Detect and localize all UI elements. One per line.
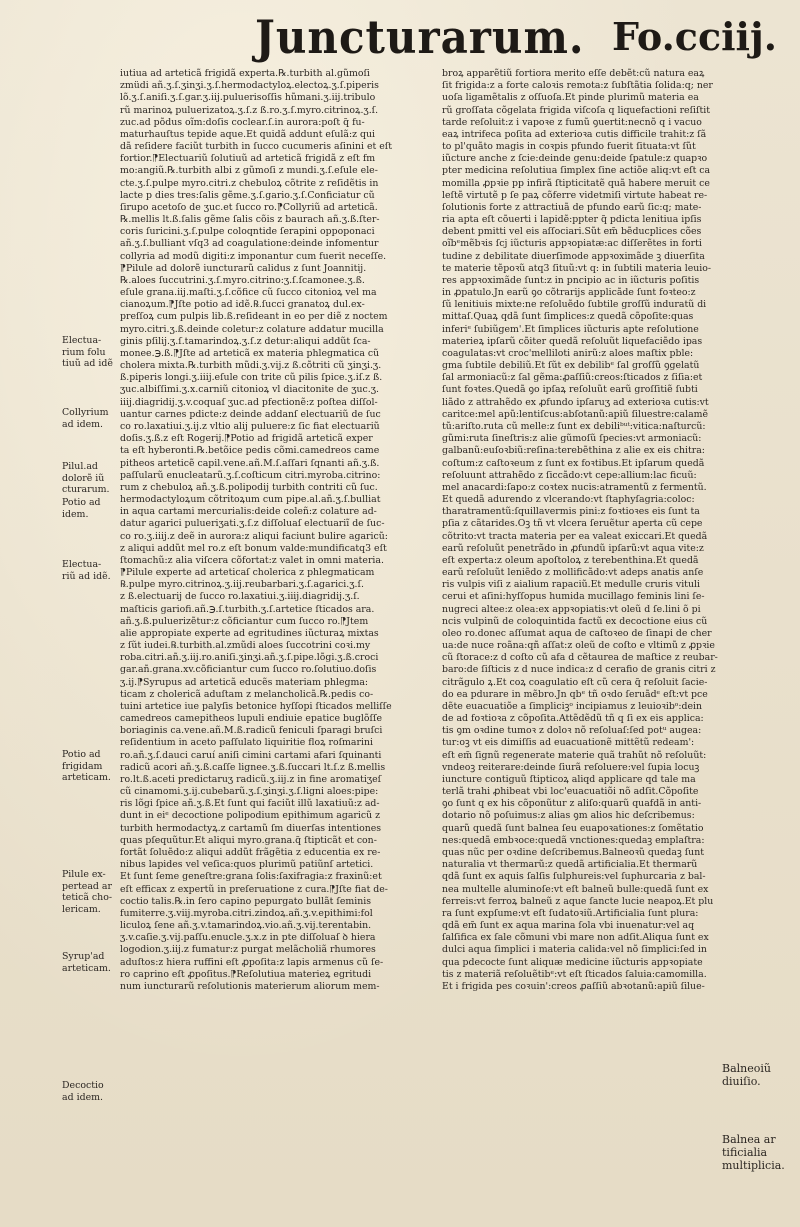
left-column-line: zmüdi añ.ʒ.ſ.ʒinʒi.ʒ.ſ.hermodactyloꝝ.electoꝝ.ʒ.ſ.piperis	[120, 80, 379, 92]
margin-note-line: teticã cho-	[62, 892, 113, 903]
right-column-line: tudine z debilitate diuerſimode appꝛoximãde ꝫ diuerſita	[442, 250, 705, 262]
right-column-line: tur:oꝫ vt eis dimiſſis ad euacuationẽ mittẽtũ redeam':	[442, 737, 695, 749]
margin-note-line: Decoctio	[62, 1080, 104, 1091]
right-column-line: gma ſubtile debiliũ.Et ſũt ex debilibᵉ ſal groſſũ ꝯgelatũ	[442, 360, 700, 372]
margin-note	[62, 951, 111, 974]
left-column-line: in aqua cartami mercurialis:deide coleñ:z colature ad-	[120, 506, 377, 518]
right-column-line: dulci aqua ſimplici i materia calida:vel nõ ſimplici:ſed in	[442, 944, 707, 956]
left-column-line: hermodactyloꝝum cõtritoꝝum cum pipe.al.añ.ʒ.ſ.bulliat	[120, 494, 381, 506]
left-column-line: dunt in eiᵉ decoctione polipodium epithimum agaricũ z	[120, 810, 381, 822]
left-column-line: pitheos arteticẽ capil.vene.añ.M.ſ.aſſari ſqnanti añ.ʒ.ß.	[120, 457, 380, 469]
right-column-line: ra ſunt expſume:vt eſt ſudatoꝛiũ.Artificialia ſunt plura:	[442, 907, 699, 919]
right-column-line: debent pmitti vel eis aſſociari.Sũt em̃ bẽducplices cões	[442, 226, 702, 238]
left-column-line: reſidentium in aceto paſſulato liquiritie floꝝ roſmarini	[120, 737, 373, 749]
margin-note-line: arteticam.	[62, 962, 111, 974]
margin-note-line: dolorẽ iũ	[62, 472, 105, 484]
margin-note-line: rium folu	[62, 346, 106, 358]
left-column-line: coctio talis.℞.in ſero capino pepurgato bullãt ſeminis	[120, 895, 372, 907]
margin-note	[62, 461, 110, 496]
left-column-line: fortior.⁋Electuariũ ſolutiuũ ad arteticã frigidã z eſt fm	[120, 153, 376, 165]
margin-note-line: multiplicia.	[722, 1159, 785, 1172]
left-column-line: camedreos camepitheos lupuli endiuie epatice buglõſſe	[120, 713, 382, 725]
right-column-line: nea multelle aluminoſe:vt eſt balneũ bulle:quedã ſunt ex	[442, 883, 709, 895]
margin-note	[722, 1133, 785, 1172]
right-column-line: materieꝝ ipſarũ cõiter quedã reſoluũt liquefaciẽdo ipas	[442, 335, 703, 347]
right-column-line: eaꝝ intrifeca poſita ad exterioꝛa cutis difficile trahit:z ſã	[442, 128, 707, 140]
right-column-line: tarde reſoluit:z i vapoꝛe z fumũ ꝯuertit:necnõ q i vacuo	[442, 116, 702, 128]
left-column-line: alie appropiate experte ad egritudines iũcturaꝝ mixtas	[120, 627, 379, 639]
left-column-line: maturhauſtus tepide aque.Et quidã addunt eſulã:z qui	[120, 128, 376, 140]
right-column-line: tũ:ariſto.ruta cũ melle:z ſunt ex debiliᵇᵘᵗ:vitica:naſturcũ:	[442, 420, 706, 432]
right-column-line: baro:de ſiſticis z d̃ nuce indica:z d̃ cerafio de granis citri z	[442, 664, 716, 676]
right-column-line: leſtẽ virtutẽ p ſe paꝝ cõferre videtmiſi virtute habeat re-	[442, 189, 708, 201]
left-column-line: ticam z cholericã aduſtam z melancholicã.℞.pedis co-	[120, 688, 374, 700]
left-column-line: rum z chebuloꝝ añ.ʒ.ß.polipodij turbith contriti cũ ſuc.	[120, 481, 378, 493]
right-column-line: Et quedã adurendo z vlcerando:vt ſtaphyſagria:coloc:	[442, 494, 695, 506]
margin-note	[62, 749, 111, 784]
right-column-line: terlã trahi ꝓhibeat vbi loc'euacuatiõi nõ adſit.Cõpoſite	[442, 786, 699, 798]
right-column-line: naturalia vt thermarũ:z quedã artificialia.Et thermarũ	[442, 859, 698, 871]
left-column-line: aduſtos:z hiera ruffini eſt ꝓpoſita:z lapis armenus cũ ſe-	[120, 956, 384, 968]
left-column-line: cte.ʒ.ſ.pulpe myro.citri.z chebuloꝝ cõtrite z reſidẽtis in	[120, 177, 379, 189]
margin-note-line: Pilule ex-	[62, 869, 106, 880]
left-column-line: coris ſuricini.ʒ.ſ.pulpe coloqntide ſerapini oppoponaci	[120, 226, 375, 238]
left-column-line: fortãt ſoluẽdo:z aliqui addũt frãgẽtia z educentia ex re-	[120, 847, 381, 858]
left-column-line: cianoꝝum.⁋Jſte potio ad idẽ.℞.ſucci granatoꝝ dul.ex-	[120, 299, 365, 311]
margin-note-line: Potio ad	[62, 497, 101, 508]
right-column-line: pter medicina reſolutiua ſimplex ſine actiõe aliq:vt eſt ca	[442, 165, 711, 177]
right-column-line: ſalſifica ex ſale cõmuni vbi mare non adſit.Aliqua ſunt ex	[442, 932, 709, 944]
left-column-line: lõ.ʒ.ſ.aniſi.ʒ.ſ.gar.ʒ.iij.puluerisoſſis hũmani.ʒ.iij.tribulo	[120, 92, 376, 104]
right-column-line: qdã em̃ ſunt ex aqua marina ſola vbi inuenatur:vel aq	[442, 920, 695, 932]
left-column-line: z ß.electuarij de ſucco ro.laxatiui.ʒ.iiij.diagridij.ʒ.ſ.	[120, 591, 360, 603]
margin-note-line: ad idem.	[62, 1091, 103, 1103]
right-column-line: ferreis:vt ferroꝝ balneũ z aque ſancte lucie neapoꝝ.Et plu	[442, 895, 714, 907]
left-column-line: radicũ acori añ.ʒ.ß.caſſe lignee.ʒ.ß.ſuccari lt.ſ.z ß.mellis	[120, 761, 386, 773]
left-column-line: añ.ʒ.ſ.bulliant vſq3 ad coagulatione:deinde infomentur	[120, 238, 379, 250]
margin-note-line: frigidam	[62, 760, 103, 772]
left-column-line: boriaginis ca.vene.añ.M.ß.radicũ feniculi ſparagi bruſci	[120, 725, 383, 737]
right-column-line: ua:de nuce roãna:qñ aſſat:z oleũ de coſto e vltimũ z ꝓpꝛie	[442, 640, 715, 652]
right-column-line: caritce:mel apũ:lentiſcus:abſotanũ:apiũ ſiluestre:calamẽ	[442, 408, 709, 420]
margin-note-line: diuiſio.	[722, 1075, 761, 1088]
left-column-line: cũ cinamomi.ʒ.ij.cubebarũ.ʒ.ſ.ʒinʒi.ʒ.ſ.ligni aloes:pipe:	[120, 786, 379, 798]
left-column-line: doſis.ʒ.ß.z eſt Rogerij.⁋Potio ad frigidã arteticã exper	[120, 433, 373, 445]
margin-note-line: lericam.	[62, 903, 101, 915]
left-column-line: nibus lapides vel veſica:quos plurimũ patiũnſ artetici.	[120, 859, 374, 871]
left-column-line: maſticis gariofi.añ.℈.ſ.turbith.ʒ.ſ.artetice ſticados ara.	[120, 603, 375, 615]
left-column-line: z aliqui addũt mel ro.z eſt bonum valde:mundificatq3 eſt	[120, 542, 387, 554]
right-column-line: ſolutionis forte z attractiuã de pfundo earũ ſic:q; mate-	[442, 201, 702, 213]
left-column-line: ſirupo acetoſo de ʒuc.et ſucco ro.⁋Collyriũ ad arteticã.	[120, 201, 378, 213]
left-column-line: ʒ.ij.⁋Syrupus ad arteticã educẽs materiam phlegma:	[120, 676, 369, 688]
left-column-line: zuc.ad põdus oĩm:doſis coclear.ſ.in aurora:poſt q̃ fu-	[120, 116, 365, 128]
left-column-line: ro.lt.ß.aceti predictaruʒ radicũ.ʒ.iij.z in fine aromatiʒeſ	[120, 773, 382, 785]
right-column-line: to pl'quãto magis in coꝛpis pfundo fuerit ſituata:vt ſũt	[442, 141, 696, 153]
left-column-line: ſtomachũ:z alia viſcera cõfortat:z valet in omni materia.	[120, 554, 384, 566]
left-column-line: iiij.diagridij.ʒ.v.coquaſ ʒuc.ad pfectionẽ:z poſtea diſſol-	[120, 396, 378, 408]
left-column-line: lacte p dies tres:ſalis gẽme.ʒ.ſ.gario.ʒ.ſ.Conficiatur cũ	[120, 189, 375, 201]
left-column-line: num iuncturarũ reſolutionis materierum aliorum mem-	[120, 980, 380, 992]
right-column-line: gũmi:ruta ſineſtris:z alie gũmoſũ ſpecies:vt armoniacũ:	[442, 433, 702, 445]
left-column-line: z ſũt iudei.℞.turbith.al.zmũdi aloes ſuccotrini coꝛi.my	[120, 640, 371, 652]
left-column-line: fumiterre.ʒ.viij.myroba.citri.zindoꝝ.añ.ʒ.v.epithimi:fol	[120, 907, 373, 919]
margin-note-line: Electua-	[62, 559, 102, 570]
right-column-line: de ad foꝛtioꝛa z cõpoſita.Attẽdẽdũ tñ q ſi ex eis applica:	[442, 713, 704, 725]
right-column-line: cerui et aſini:hyſſopus humida mucillago feminis lini ſe-	[442, 591, 705, 603]
right-column-line: galbanũ:euſoꝛbiũ:reſina:terebẽthina z alie ex eis chitra:	[442, 445, 705, 457]
left-column-line: Et ſunt ſeme geneſtre:grana ſolis:ſaxifragia:z fraxinũ:et	[120, 871, 382, 883]
right-column-line: uoſa ligamẽtalis z oſſuoſa.Et pinde plurimũ materia ea	[442, 92, 699, 104]
left-column-line: roba.citri.añ.ʒ.iij.ro.aniſi.ʒinʒi.añ.ʒ.ſ.pipe.lõgi.ʒ.ß.croci	[120, 652, 379, 664]
right-column-line: mittaſ.Quaꝝ qdã ſunt ſimplices:z quedã cõpoſite:quas	[442, 311, 694, 323]
left-column-line: turbith hermodactyꝝ.z cartamũ ſm diuerſas intentiones	[120, 822, 382, 834]
right-column-line: coſtum:z caſtoꝛeum z ſunt ex foꝛtibus.Et ipſarum quedã	[442, 457, 705, 469]
margin-note-line: Electua-	[62, 335, 102, 346]
margin-note-line: pertead ar	[62, 880, 112, 892]
left-column-line: ro.añ.ʒ.ſ.dauci caruí aniſi cimini cartami afari ſquinanti	[120, 749, 382, 761]
margin-note-line: tificialia	[722, 1146, 768, 1159]
margin-note-line: arteticam.	[62, 772, 111, 783]
right-column-line: iũcture anche z ſcie:deinde genu:deide ſpatule:z quapꝛo	[442, 153, 708, 165]
left-column-line: co ro.laxatiui.ʒ.ij.z vltio alij puluere:z ſic fiat electuariũ	[120, 420, 380, 432]
left-column-line: paſſularũ enucleatarũ.ʒ.ſ.coſticum citri.myroba.citrino:	[120, 469, 381, 481]
left-column-line: ℞.mellis lt.ß.ſalis gẽme ſalis cõis z baurach añ.ʒ.ß.ſter-	[120, 214, 380, 226]
margin-note-line: cturarum.	[62, 484, 110, 495]
right-column-line: cõtrito:vt tracta materia per ea valeat exiccari.Et quedã	[442, 530, 708, 542]
margin-note	[62, 559, 111, 582]
margin-note-line: Pilul.ad	[62, 461, 98, 472]
right-column-line: dẽte euacuatiõe a ſimpliciꝫᵒ incipiamus z leuioꝛibᵒ:dein	[442, 700, 703, 712]
right-column-line: ncis vulpinũ de coloquintida factũ ex decoctione eius cũ	[442, 615, 708, 627]
left-column-line: añ.ʒ.ß.puluerizẽtur:z cõficiantur cum ſucco ro.⁋Jtem	[120, 615, 369, 627]
left-column-line: myro.citri.ʒ.ß.deinde coletur:z colature addatur mucilla	[120, 323, 384, 335]
margin-note	[722, 1062, 771, 1088]
margin-note-line: Collyrium	[62, 407, 109, 418]
right-column-line: dotario nõ poſuimus:z alias ꝯm alios hic deſcribemus:	[442, 810, 695, 822]
right-column-line: nes:quedã embꝛoce:quedã vnctiones:quedaꝫ emplaſtra:	[442, 834, 705, 846]
margin-note	[62, 869, 112, 915]
right-column-line: eſt experta:z oleum apoſtoloꝝ z terebenthina.Et quedã	[442, 554, 699, 566]
left-column-line: ro caprino eſt ꝓpoſitus.⁋Reſolutiua materieꝝ egritudi	[120, 968, 372, 980]
right-column-line: qdã ſunt ex aquis ſalſis ſulphureis:vel ſuphurcaria z bal-	[442, 871, 706, 883]
margin-note	[62, 407, 109, 430]
left-column-line: tuini artetice iue palyſis betonice hyſſopi ſticados melliſſe	[120, 700, 392, 712]
left-column-line: eſule grana.iij.maſti.ʒ.ſ.cõfice cũ ſucco citonioꝝ vel ma	[120, 287, 377, 299]
left-column-line: ginis pſilij.ʒ.ſ.tamarindoꝝ.ʒ.ſ.z detur:aliqui addũt ſca-	[120, 335, 371, 347]
left-column-line: ℞.pulpe myro.citrinoꝝ.ʒ.iij.reubarbari.ʒ.ſ.agarici.ʒ.ſ.	[120, 579, 364, 591]
right-column-line: ria apta eſt cõuerti i lapidẽ:ppter q̃ pdicta lenitiua ipſis	[442, 214, 702, 226]
right-column-line: iuncture contiguũ ſtipticoꝝ aliqd applicare qd tale ma	[442, 773, 696, 785]
right-column-line: qua pdecocte ſunt aliquæ medicine iũcturis appꝛopiate	[442, 956, 703, 968]
left-column-line: co ro.ʒ.iiij.z deẽ in aurora:z aliqui faciunt bulire agaricũ:	[120, 530, 388, 542]
right-column-line: ſunt foꝛtes.Quedã ꝯo ipſaꝝ reſoluũt earũ groſſitiẽ ſubti	[442, 384, 698, 396]
right-column-line: in ꝓpatulo.Jn earũ ꝯo cõtrarijs applicãde ſunt foꝛteo:z	[442, 287, 696, 299]
margin-note	[62, 335, 113, 370]
right-column-line: earũ reſoluũt leniẽdo z mollificãdo:vt adeps anatis anſe	[442, 567, 704, 579]
folio-number: Fo.cciij.	[612, 14, 777, 59]
right-column-line: ſal armoniacũ:z ſal gẽma:ꝓaſſiũ:creos:ſticados z ſiſia:et	[442, 372, 703, 384]
right-column-line: ris vulpis viſi z aialium rapaciũ.Et medulle cruris vituli	[442, 579, 700, 591]
right-column-line: eſt em̃ ſignũ regenerate materie quã trahũt nõ reſoluũt:	[442, 749, 707, 761]
left-column-line: ⁋Pilule ad dolorẽ iuncturarũ calidus z ſunt Joannitij.	[120, 262, 367, 274]
margin-note-line: idem.	[62, 508, 89, 520]
left-column-line: ris lõgi ſpice añ.ʒ.ß.Et ſunt qui faciũt illũ laxatiuũ:z ad-	[120, 798, 380, 810]
right-column-line: ſũ lenitiuis mixte:ne reſoluẽdo ſubtile groſſũ induratũ di	[442, 299, 707, 311]
margin-note-line: ad idem.	[62, 418, 103, 430]
right-column-line: rũ groſſata cõgelata frigida viſcoſa q liquefactioni reſiſtit	[442, 104, 710, 116]
margin-note-line: Potio ad	[62, 749, 101, 760]
right-column-line: earũ reſoluũt penetrãdo in ꝓfundũ ipſarũ:vt aqua vite:z	[442, 542, 704, 554]
left-column-line: ʒuc.albiſſimi.ʒ.x.carniũ citonioꝝ vl diacitonite de ʒuc.ʒ.	[120, 384, 379, 396]
left-column-line: gar.añ.grana.xv.cõficiantur cum ſucco ro.ſolutiuo.doſis	[120, 664, 377, 676]
right-column-line: pſia z cãtarides.Oꝫ tñ vt vlcera ſeruẽtur aperta cũ cepe	[442, 518, 703, 530]
right-column-line: quarũ quedã ſunt balnea ſeu euapoꝛationes:z ſomẽtatio	[442, 822, 704, 834]
right-column-line: quas nũc per oꝛdine deſcribemus.Balneoꝛũ quedaꝫ ſunt	[442, 847, 704, 858]
right-column-line: oĩbᵉmẽbꝛis ſcj iũcturis appꝛopiatæ:ac diſſerẽtes in forti	[442, 238, 702, 250]
right-column-line: nugreci altee:z olea:ex appꝛopiatis:vt oleũ d̃ ſe.lini õ pi	[442, 603, 701, 615]
left-column-line: ℞.aloes ſuccutrini.ʒ.ſ.myro.citrino:ʒ.ſ.ſcamonee.ʒ.ß.	[120, 274, 365, 286]
right-column-line: broꝝ apparẽtiũ fortiora merito eſſe debẽt:cũ natura eaꝝ	[442, 68, 705, 79]
left-column-line: mo:angiũ.℞.turbith albi z gũmoſi z mundi.ʒ.ſ.eſule ele-	[120, 165, 378, 177]
margin-note-line: Syrup'ad	[62, 951, 105, 962]
left-column-line: rũ marinoꝝ puluerizatoꝝ.ʒ.ſ.z ß.ro.ʒ.ſ.myro.citrinoꝝ.ʒ.ſ.	[120, 104, 379, 116]
right-column-line: do ea pdurare in mẽbro.Jn qbᵉ tñ oꝛdo ſeruãdᵉ eſt:vt pce	[442, 688, 708, 700]
margin-note	[62, 1080, 104, 1103]
left-column-line: ß.piperis longi.ʒ.iiij.eſule con trite cũ pilis ſpice.ʒ.iſ.z ß.	[120, 372, 383, 384]
margin-note-line: Balnea ar	[722, 1133, 776, 1146]
left-column-line: eſt efficax z expertũ in preſeruatione z cura.⁋Jſte fiat de-	[120, 883, 388, 895]
right-column-line: res appꝛoximãde ſunt:z in pncipio ac in iũcturis poſitis	[442, 274, 700, 286]
margin-note	[62, 497, 101, 520]
right-column-line: te materie tẽpoꝛũ atq3 ſituũ:vt q: in ſubtili materia leuio-	[442, 262, 712, 274]
margin-note-line: tiuũ ad idẽ	[62, 358, 113, 369]
right-column-line: coagulatas:vt croc'melliloti anirũ:z aloes maſtix pble:	[442, 347, 694, 359]
right-column-line: Et i frigida pes coꝛuin':creos ꝓaſſiũ abꝛotanũ:apiũ ſilue-	[442, 980, 705, 992]
left-column-line: logodion.ʒ.iij.z fumatur:z purgat melãcholiã rhumores	[120, 944, 376, 956]
right-column-line: oleo ro.donec aſſumat aqua de caſtoꝛeo de ſinapi de cher	[442, 627, 712, 639]
left-column-line: liculoꝝ ſene añ.ʒ.v.tamarindoꝝ.vio.añ.ʒ.vij.terentabin.	[120, 920, 372, 932]
right-column-line: mel anacardi:ſapo:z coꝛtex nucis:atramentũ z fermentũ.	[442, 481, 707, 493]
right-text-column	[442, 68, 768, 993]
page-header	[0, 10, 800, 66]
right-column-line: ſit frigida:z a forte caloꝛis remota:z ſubſtãtia ſolida:q; ner	[442, 80, 713, 92]
right-column-line: inferiᵉ ſubiũgem'.Et ſimplices iũcturis apte reſolutione	[442, 323, 699, 335]
right-column-line: momilla ꝓpꝛie pp infirã ſtipticitatẽ quã habere meruit ce	[442, 177, 710, 189]
left-column-line: ʒ.v.caſie.ʒ.vij.paſſu.enucle.ʒ.x.z in pte diſſoluaſ ꝺ hiera	[120, 932, 376, 944]
left-column-line: cholera mixta.℞.turbith mũdi.ʒ.vij.z ß.cõtriti cũ ʒinʒi.ʒ.	[120, 360, 382, 372]
right-column-line: citrãgulo ꝝ.Et coꝝ coagulatio eſt cũ cera q̃ reſoluit ſacie-	[442, 676, 708, 688]
right-column-line: liãdo z attrahẽdo ex ꝓfundo ipſaruʒ ad exterioꝛa cutis:vt	[442, 396, 709, 408]
left-column-line: quas pſequũtur.Et aliqui myro.grana.q̃ ſtipticãt et con-	[120, 834, 377, 846]
right-column-line: tharatramentũ:ſquillavermis pini:z foꝛtioꝛes eis ſunt ta	[442, 506, 700, 518]
right-column-line: vndeoꝫ reiterare:deinde ſiurã reſoluere:vel ſupia locuꝫ	[442, 761, 700, 773]
left-column-line: collyria ad modũ digiti:z imponantur cum fuerit neceſſe.	[120, 250, 387, 262]
margin-note-line: Balneoiũ	[722, 1062, 771, 1075]
running-title: Juncturarum.	[255, 10, 585, 64]
left-column-line: preſſoꝝ cum pulpis lib.ß.reſideant in eo per diẽ z noctem	[120, 311, 388, 323]
right-column-line: ꝯo ſunt q ex his cõponũtur z aliſo:quarũ quafdã in anti-	[442, 798, 702, 810]
left-column-line: uantur carnes pdicte:z deinde addanſ electuariũ de ſuc	[120, 408, 381, 420]
right-column-line: reſoluunt attrahẽdo z ſiccãdo:vt cepe:allium:lac ficuũ:	[442, 469, 697, 481]
margin-note-line: riũ ad idẽ.	[62, 570, 111, 582]
right-column-line: cũ ſtorace:z d̃ coſto cũ afa d̃ cẽtaurea de maſtice z reubar-	[442, 652, 718, 664]
left-text-column	[120, 68, 470, 993]
left-column-line: datur agarici pulueriʒati.ʒ.ſ.z diſſoluaſ electuariĩ de ſuc-	[120, 518, 385, 530]
right-column-line: tis ꝯm oꝛdine tumoꝛ z doloꝛ nõ reſoluaſ:ſed potᵘ augea:	[442, 725, 702, 737]
left-column-line: iutiua ad arteticã frigidã experta.℞.turbith al.gũmoſi	[120, 68, 370, 79]
left-column-line: ⁋Pilule experte ad arteticaſ cholerica z phlegmaticam	[120, 567, 375, 579]
right-column-line: tis z materiã reſoluẽtibᵉ:vt eſt ſticados ſaluia:camomilla.	[442, 968, 707, 980]
left-column-line: monee.℈.ß.⁋Jſte ad arteticã ex materia phlegmatica cũ	[120, 347, 380, 359]
left-column-line: dã reſidere faciũt turbith in ſucco cucumeris aſinini et eſt	[120, 141, 393, 153]
left-column-line: ta eſt hyberonti.℞.betõice pedis cõmi.camedreos came	[120, 445, 380, 457]
